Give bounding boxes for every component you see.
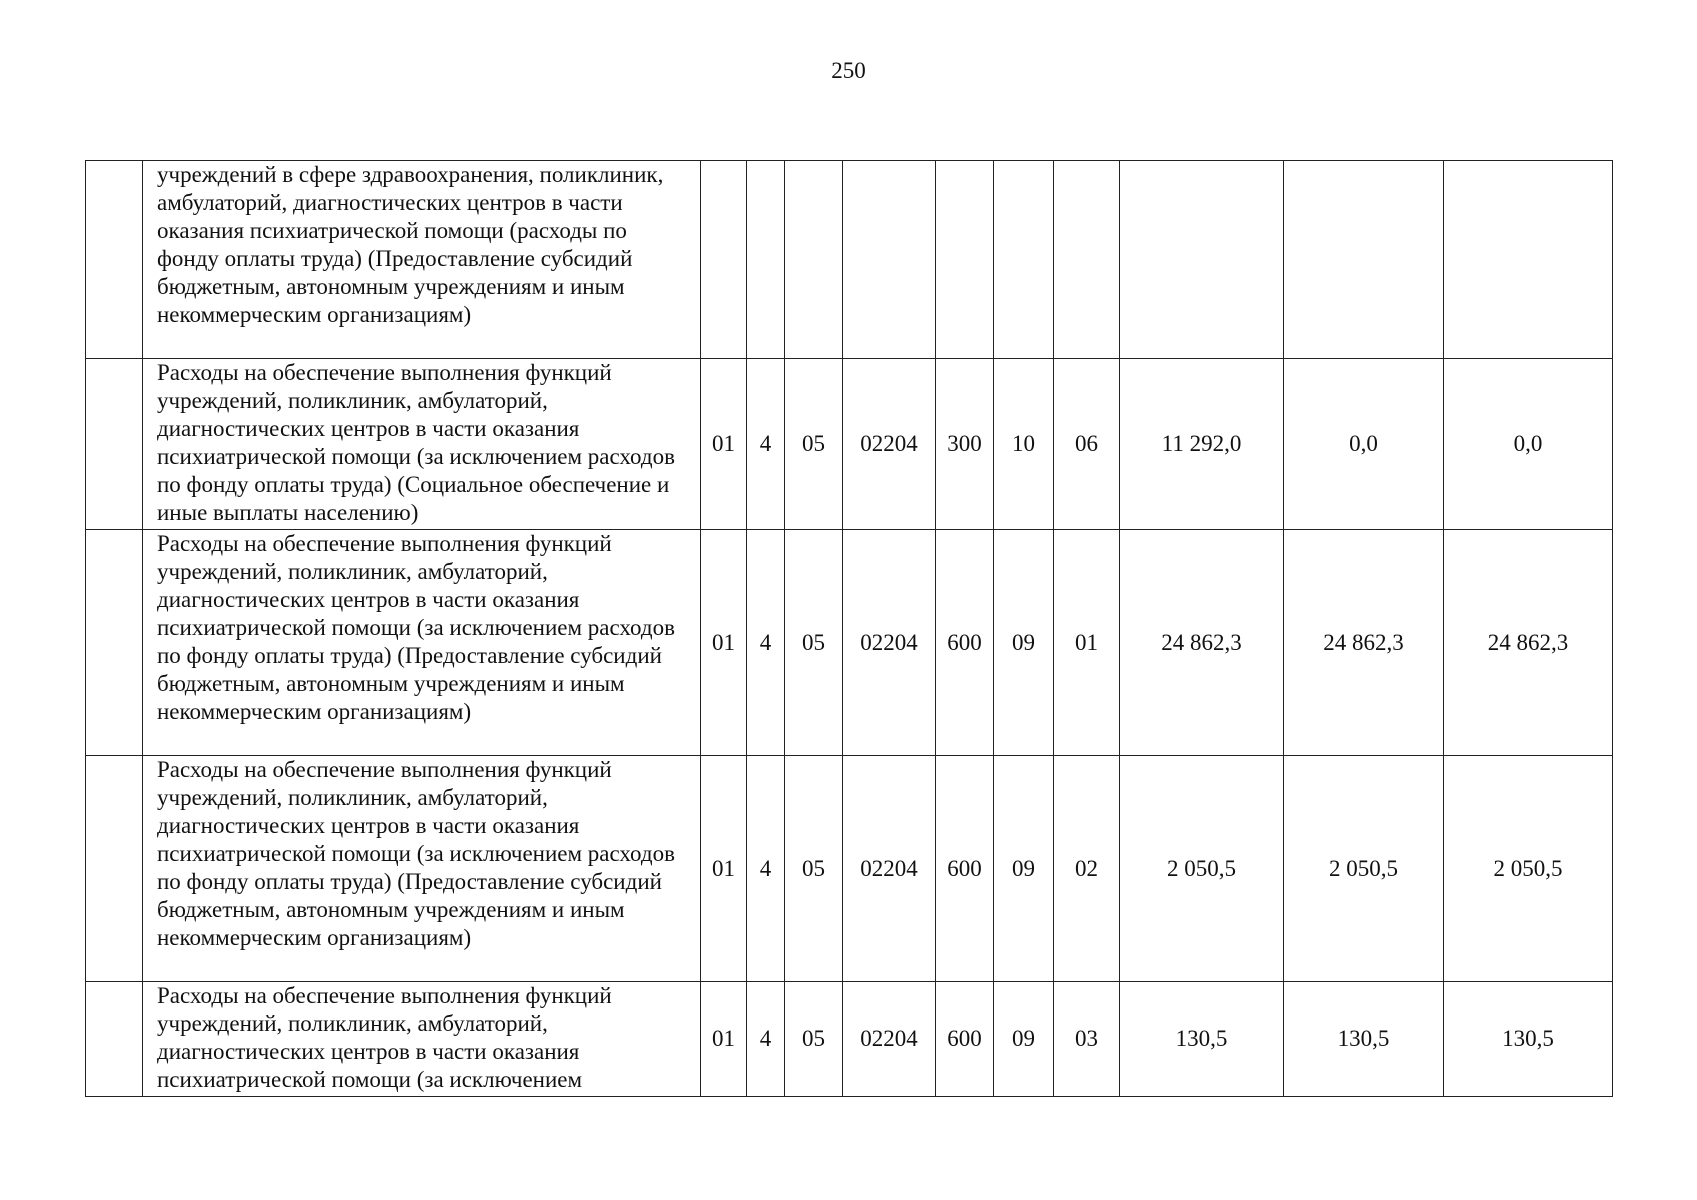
description-cell: Расходы на обеспечение выполнения функций учреждений, поликлиник, амбулаторий, диагностических центров в части оказания психиатрической помощи (за исключением расходов по фонду оплаты труда) (Предоставление субсидий бюджетным, автономным учреждениям и иным некоммерческим организациям) [143,756,701,982]
amount-cell [1120,161,1284,359]
amount-cell [1284,161,1444,359]
row-number-cell [86,161,143,359]
code-cell: 01 [701,530,747,756]
budget-table [85,160,1613,1097]
code-cell: 02204 [843,359,936,530]
code-cell: 09 [994,982,1054,1097]
code-cell: 05 [785,359,843,530]
amount-cell: 24 862,3 [1120,530,1284,756]
code-cell [994,161,1054,359]
code-cell: 03 [1054,982,1120,1097]
description-cell: учреждений в сфере здравоохранения, поликлиник, амбулаторий, диагностических центров в части оказания психиатрической помощи (расходы по фонду оплаты труда) (Предоставление субсидий бюджетным, автономным учреждениям и иным некоммерческим организациям) [143,161,701,359]
code-cell: 600 [936,756,994,982]
code-cell: 4 [747,530,785,756]
table-row [86,359,1613,530]
amount-cell: 24 862,3 [1444,530,1613,756]
code-cell: 02204 [843,530,936,756]
code-cell: 05 [785,982,843,1097]
code-cell: 09 [994,756,1054,982]
code-cell: 600 [936,982,994,1097]
code-cell: 06 [1054,359,1120,530]
code-cell [936,161,994,359]
description-cell: Расходы на обеспечение выполнения функций учреждений, поликлиник, амбулаторий, диагностических центров в части оказания психиатрической помощи (за исключением [143,982,701,1097]
table-row [86,982,1613,1097]
amount-cell [1444,161,1613,359]
page-number: 250 [831,58,866,83]
amount-cell: 130,5 [1284,982,1444,1097]
code-cell [843,161,936,359]
table-row [86,530,1613,756]
code-cell: 4 [747,982,785,1097]
code-cell: 4 [747,359,785,530]
description-cell: Расходы на обеспечение выполнения функций учреждений, поликлиник, амбулаторий, диагностических центров в части оказания психиатрической помощи (за исключением расходов по фонду оплаты труда) (Предоставление субсидий бюджетным, автономным учреждениям и иным некоммерческим организациям) [143,530,701,756]
code-cell: 05 [785,530,843,756]
code-cell [1054,161,1120,359]
code-cell: 4 [747,756,785,982]
amount-cell: 11 292,0 [1120,359,1284,530]
code-cell: 02204 [843,982,936,1097]
code-cell [701,161,747,359]
amount-cell: 2 050,5 [1444,756,1613,982]
amount-cell: 2 050,5 [1284,756,1444,982]
code-cell: 01 [701,359,747,530]
table-row [86,161,1613,359]
row-number-cell [86,530,143,756]
code-cell: 02204 [843,756,936,982]
code-cell: 05 [785,756,843,982]
code-cell: 09 [994,530,1054,756]
amount-cell: 2 050,5 [1120,756,1284,982]
description-cell: Расходы на обеспечение выполнения функций учреждений, поликлиник, амбулаторий, диагностических центров в части оказания психиатрической помощи (за исключением расходов по фонду оплаты труда) (Социальное обеспечение и иные выплаты населению) [143,359,701,530]
code-cell: 02 [1054,756,1120,982]
code-cell [747,161,785,359]
amount-cell: 0,0 [1284,359,1444,530]
table-row [86,756,1613,982]
row-number-cell [86,359,143,530]
code-cell: 01 [1054,530,1120,756]
code-cell: 10 [994,359,1054,530]
code-cell: 01 [701,982,747,1097]
amount-cell: 130,5 [1444,982,1613,1097]
amount-cell: 130,5 [1120,982,1284,1097]
code-cell: 01 [701,756,747,982]
code-cell: 300 [936,359,994,530]
row-number-cell [86,982,143,1097]
amount-cell: 0,0 [1444,359,1613,530]
code-cell [785,161,843,359]
row-number-cell [86,756,143,982]
code-cell: 600 [936,530,994,756]
amount-cell: 24 862,3 [1284,530,1444,756]
